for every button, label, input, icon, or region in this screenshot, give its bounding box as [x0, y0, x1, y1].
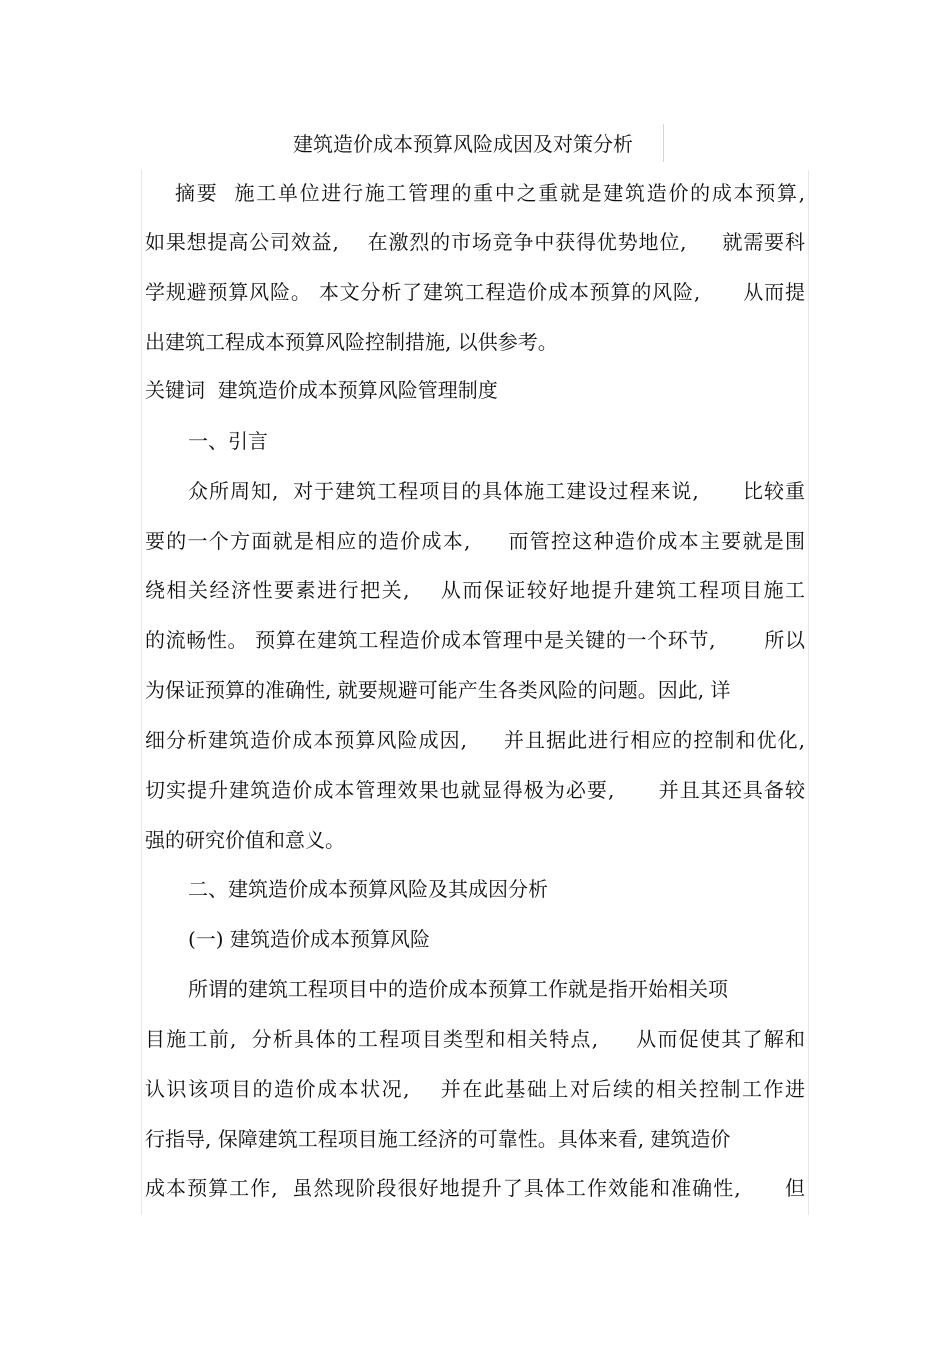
text-line: 细分析建筑造价成本预算风险成因, 并且据此进行相应的控制和优化, — [145, 728, 805, 752]
text-line: 如果想提高公司效益, 在激烈的市场竞争中获得优势地位, 就需要科 — [145, 230, 805, 254]
text-line: 二、建筑造价成本预算风险及其成因分析 — [188, 877, 548, 901]
text-line: 的流畅性。 预算在建筑工程造价成本管理中是关键的一个环节, 所以 — [145, 628, 805, 652]
text-line: 目施工前, 分析具体的工程项目类型和相关特点, 从而促使其了解和 — [145, 1027, 805, 1051]
text-line: 成本预算工作, 虽然现阶段很好地提升了具体工作效能和准确性, 但 — [145, 1176, 805, 1200]
text-line: 要的一个方面就是相应的造价成本, 而管控这种造价成本主要就是围 — [145, 529, 805, 553]
text-line: 摘要 施工单位进行施工管理的重中之重就是建筑造价的成本预算, — [175, 181, 805, 205]
text-line: 为保证预算的准确性, 就要规避可能产生各类风险的问题。因此, 详 — [145, 678, 731, 702]
text-line: 行指导, 保障建筑工程项目施工经济的可靠性。具体来看, 建筑造价 — [145, 1127, 731, 1151]
text-line: 关键词 建筑造价成本预算风险管理制度 — [145, 378, 498, 402]
text-line: 学规避预算风险。 本文分析了建筑工程造价成本预算的风险, 从而提 — [145, 280, 805, 304]
text-line: 众所周知, 对于建筑工程项目的具体施工建设过程来说, 比较重 — [188, 479, 805, 503]
text-line: 出建筑工程成本预算风险控制措施, 以供参考。 — [145, 330, 558, 354]
text-line: (一) 建筑造价成本预算风险 — [188, 927, 430, 951]
text-line: 所谓的建筑工程项目中的造价成本预算工作就是指开始相关项 — [188, 977, 728, 1001]
text-line: 一、引言 — [188, 429, 268, 453]
text-line: 绕相关经济性要素进行把关, 从而保证较好地提升建筑工程项目施工 — [145, 578, 805, 602]
text-line: 认识该项目的造价成本状况, 并在此基础上对后续的相关控制工作进 — [145, 1077, 805, 1101]
text-line: 切实提升建筑造价成本管理效果也就显得极为必要, 并且其还具备较 — [145, 778, 805, 802]
document-title: 建筑造价成本预算风险成因及对策分析 — [293, 132, 633, 156]
text-line: 强的研究价值和意义。 — [145, 828, 345, 852]
